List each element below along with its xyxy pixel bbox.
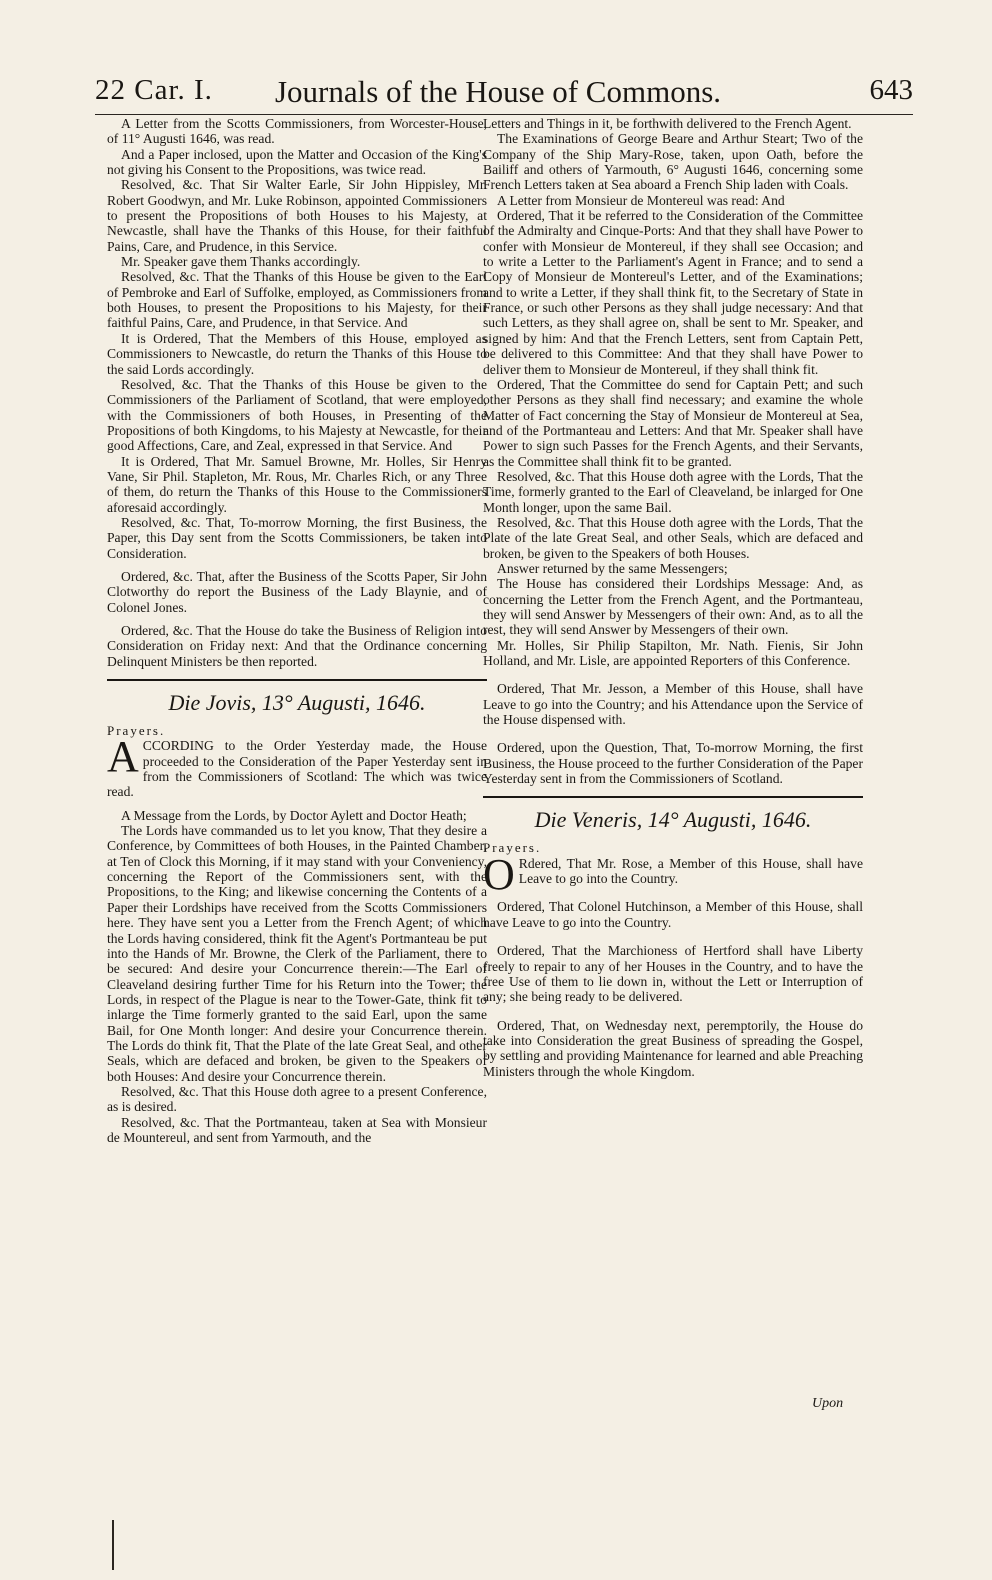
right-column bbox=[483, 116, 863, 1079]
journal-title: Journals of the House of Commons. bbox=[274, 74, 722, 109]
paragraph bbox=[483, 849, 863, 899]
drop-cap: A bbox=[107, 732, 139, 782]
paragraph: The Examinations of George Beare and Arthur Steart; Two of the Company of the Ship Mary-Rose, taken, upon Oath, before the Bailiff and others of Yarmouth, 6° Augusti 1646, concerning some French Letters taken at Sea aboard a French Ship laden with Coals. bbox=[483, 131, 863, 193]
prayers-label: Prayers. bbox=[107, 723, 166, 739]
paragraph: Resolved, &c. That this House doth agree to a present Conference, as is desired. bbox=[107, 1083, 487, 1115]
paragraph: Ordered, upon the Question, That, To-morrow Morning, the first Business, the House proceed to the further Consideration of the Paper Yesterday sent in from the Commissioners of Scotland. bbox=[483, 740, 863, 787]
paragraph: Letters and Things in it, be forthwith delivered to the French Agent. bbox=[483, 116, 852, 131]
paragraph: Resolved, &c. That Sir Walter Earle, Sir John Hippisley, Mr. Robert Goodwyn, and Mr. Luke Robinson, appointed Commissioners to present the Propositions of both Houses to his Majesty, at Newcastle, shall have the Thanks of this House, for their faithful Pains, Care, and Prudence, in this Service. bbox=[107, 177, 487, 254]
running-header bbox=[95, 74, 913, 115]
day-heading: Die Veneris, 14° Augusti, 1646. bbox=[534, 807, 812, 833]
page-number: 643 bbox=[869, 74, 913, 106]
paragraph-text: CCORDING to the Order Yesterday made, the House proceeded to the Consideration of the Paper Yesterday sent in from the Commissioners of Scotland: The which was twice read. bbox=[107, 738, 487, 800]
section-divider bbox=[483, 796, 863, 798]
paragraph-text: Rdered, That Mr. Rose, a Member of this House, shall have Leave to go into the Country. bbox=[518, 855, 863, 887]
paragraph: Ordered, That Mr. Jesson, a Member of this House, shall have Leave to go into the Country; and his Attendance upon the Service of the House dispensed with. bbox=[483, 681, 863, 728]
paragraph: The Lords have commanded us to let you know, That they desire a Conference, by Committees of both Houses, in the Painted Chamber, at Ten of Clock this Morning, if it may stand with your Conveniency, concerning the Report of the Commissioners sent, with the Propositions, to the King; and likewise concerning the Contents of a Paper their Lordships have received from the Scotts Commissioners here. They have sent you a Letter from the French Agent; of which the Lords having considered, think fit the Agent's Portmanteau be put into the Hands of Mr. Browne, the Clerk of the Parliament, there to be secured: And desire your Concurrence therein:—The Earl of Cleaveland desiring further Time for his Return into the Tower; the Lords, in respect of the Plague is near to the Tower-Gate, think fit to inlarge the Time formerly granted to the said Earl, upon the same Bail, for One Month longer: And desire your Concurrence therein. The Lords do think fit, That the Plate of the late Great Seal, and other Seals, which are defaced and broken, be given to the Speakers of both Houses: And desire your Concurrence therein. bbox=[107, 823, 487, 1084]
paragraph: Mr. Holles, Sir Philip Stapilton, Mr. Nath. Fienis, Sir John Holland, and Mr. Lisle, are appointed Reporters of this Conference. bbox=[483, 637, 863, 669]
drop-cap: O bbox=[483, 849, 515, 899]
paragraph: Mr. Speaker gave them Thanks accordingly. bbox=[121, 254, 361, 270]
section-divider bbox=[107, 679, 487, 681]
paragraph: Resolved, &c. That the Thanks of this House be given to the Commissioners of the Parliament of Scotland, that were employed, with the Commissioners of both Houses, in Presenting of the Propositions of both Kingdoms, to his Majesty at Newcastle, for their good Affections, Care, and Zeal, expressed in that Service. And bbox=[107, 376, 487, 454]
paragraph: Ordered, That Colonel Hutchinson, a Member of this House, shall have Leave to go into the Country. bbox=[483, 899, 863, 930]
regnal-year: 22 Car. I. bbox=[95, 74, 213, 106]
paragraph: A Message from the Lords, by Doctor Aylett and Doctor Heath; bbox=[121, 807, 467, 823]
paragraph: Ordered, That the Committee do send for Captain Pett; and such other Persons as they shall find necessary; and examine the whole Matter of Fact concerning the Stay of Monsieur de Montereul at Sea, and of the Portmanteau and Letters: And that Mr. Speaker shall have Power to sign such Passes for the French Agents, and their Servants, as the Committee shall think fit to be granted. bbox=[483, 376, 863, 469]
paragraph: And a Paper inclosed, upon the Matter and Occasion of the King's not giving his Consent to the Propositions, was twice read. bbox=[107, 146, 487, 178]
day-heading: Die Jovis, 13° Augusti, 1646. bbox=[168, 690, 426, 716]
paragraph: Resolved, &c. That this House doth agree with the Lords, That the Plate of the late Great Seal, and other Seals, which are defaced and broken, be given to the Speakers of both Houses. bbox=[483, 514, 863, 561]
catchword: Upon bbox=[812, 1396, 844, 1411]
paragraph: Ordered, That, on Wednesday next, peremptorily, the House do take into Consideration the great Business of spreading the Gospel, by settling and providing Maintenance for learned and able Preaching Ministers through the whole Kingdom. bbox=[483, 1017, 863, 1079]
ink-mark bbox=[112, 1520, 114, 1570]
paragraph: Answer returned by the same Messengers; bbox=[497, 560, 728, 576]
paragraph: A Letter from Monsieur de Montereul was read: And bbox=[497, 192, 785, 208]
paragraph: Resolved, &c. That the Thanks of this House be given to the Earl of Pembroke and Earl of Suffolke, employed, as Commissioners from both Houses, to present the Propositions to his Majesty, for their faithful Pains, Care, and Prudence, in that Service. And bbox=[107, 269, 487, 331]
paragraph: Resolved, &c. That the Portmanteau, taken at Sea with Monsieur de Mountereul, and sent from Yarmouth, and the bbox=[107, 1114, 487, 1145]
left-column bbox=[107, 116, 487, 1145]
paragraph: Ordered, That it be referred to the Consideration of the Committee of the Admiralty and Cinque-Ports: And that they shall have Power to confer with Monsieur de Montereul, if they shall see Occasion; and to write a Letter to the Parliament's Agent in France; and to send a Copy of Monsieur de Montereul's Letter, and of the Examinations; and to write a Letter, if they shall think fit, to the Secretary of State in France, or such other Persons as they shall judge necessary: And that such Letters, as they shall agree on, shall be sent to Mr. Speaker, and signed by him: And that the French Letters, sent from Captain Pett, be delivered to this Committee: And that they shall have Power to deliver them to Monsieur de Montereul, if they shall think fit. bbox=[483, 208, 863, 377]
paragraph: Resolved, &c. That this House doth agree with the Lords, That the Time, formerly granted to the Earl of Cleaveland, be inlarged for One Month longer, upon the same Bail. bbox=[483, 468, 863, 515]
paragraph: The House has considered their Lordships Message: And, as concerning the Letter from the French Agent, and the Portmanteau, they will send Answer by Messengers of their own: And, as to all the rest, they will send Answer by Messengers of their own. bbox=[483, 576, 863, 638]
paragraph: Ordered, &c. That, after the Business of the Scotts Paper, Sir John Clotworthy do report the Business of the Lady Blaynie, and of Colonel Jones. bbox=[107, 568, 487, 615]
paragraph: A Letter from the Scotts Commissioners, from Worcester-House, of 11° Augusti 1646, was read. bbox=[107, 116, 487, 147]
paragraph: It is Ordered, That Mr. Samuel Browne, Mr. Holles, Sir Henry Vane, Sir Phil. Stapleton, Mr. Rous, Mr. Charles Rich, or any Three of them, do return the Thanks of this House to the Commissioners aforesaid accordingly. bbox=[107, 453, 487, 515]
paragraph: Ordered, That the Marchioness of Hertford shall have Liberty freely to repair to any of her Houses in the Country, and to have the free Use of them to lie down in, without the Lett or Interruption of any; she being ready to be delivered. bbox=[483, 943, 863, 1005]
paragraph: Ordered, &c. That the House do take the Business of Religion into Consideration on Friday next: And that the Ordinance concerning Delinquent Ministers be then reported. bbox=[107, 623, 487, 669]
paragraph: It is Ordered, That the Members of this House, employed as Commissioners to Newcastle, do return the Thanks of this House to the said Lords accordingly. bbox=[107, 330, 487, 377]
prayers-label: Prayers. bbox=[483, 840, 542, 856]
paragraph bbox=[107, 732, 487, 800]
paragraph: Resolved, &c. That, To-morrow Morning, the first Business, the Paper, this Day sent from the Scotts Commissioners, be taken into Consideration. bbox=[107, 514, 487, 561]
